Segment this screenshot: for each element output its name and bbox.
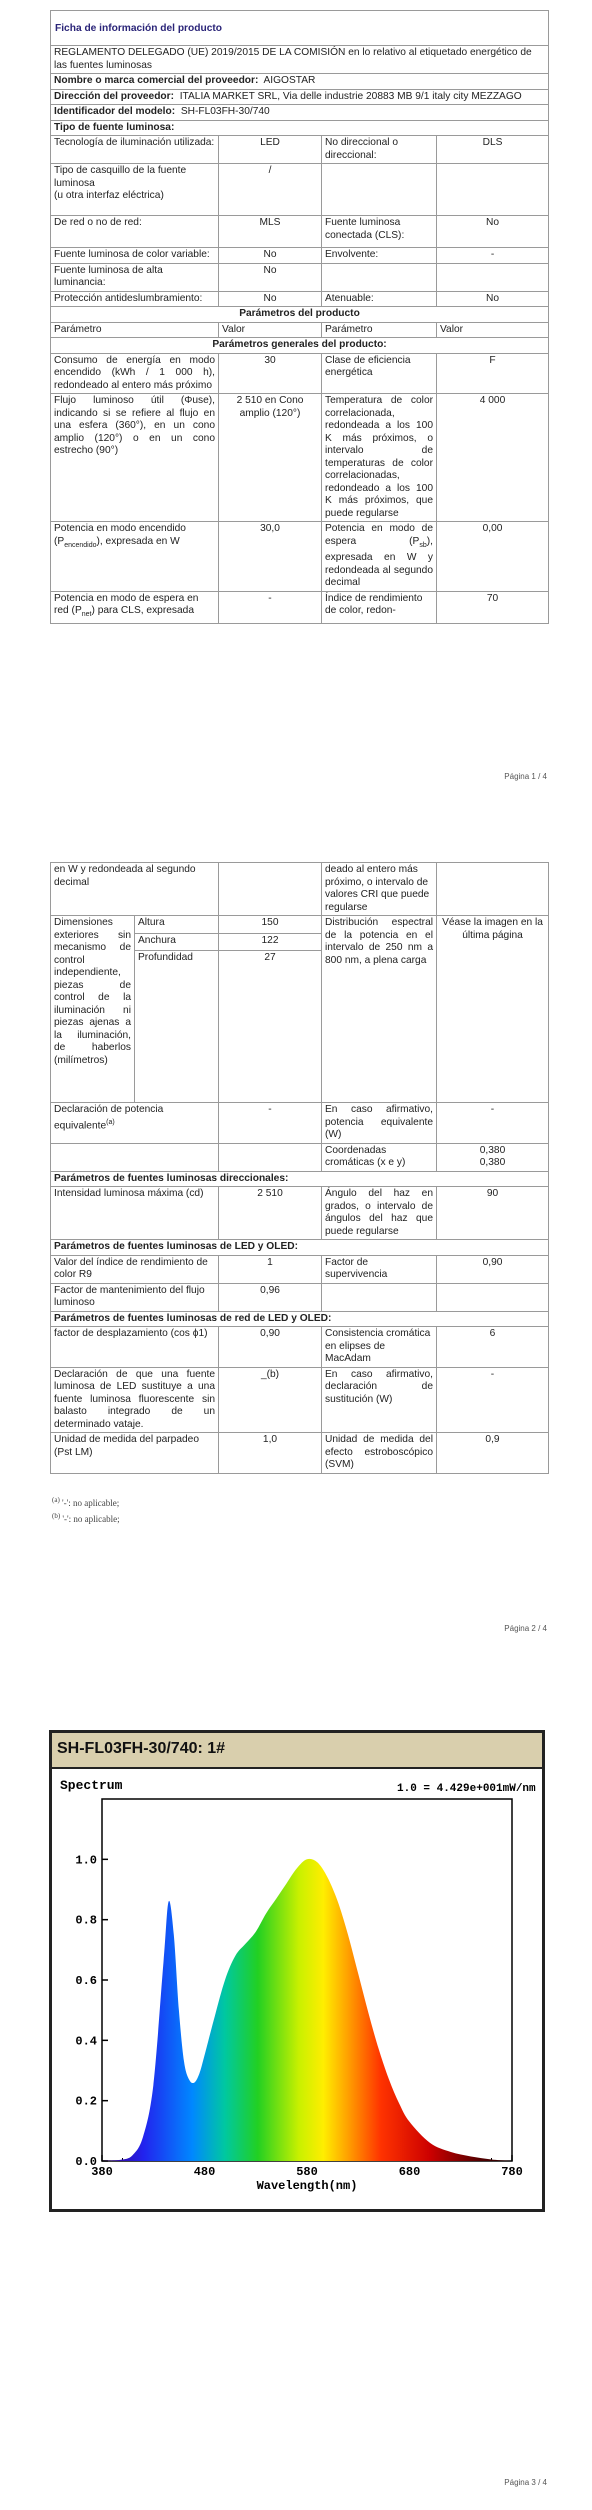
empty-cell: [437, 164, 549, 216]
param-label: De red o no de red:: [51, 216, 219, 248]
supplier-address-label: Dirección del proveedor:: [54, 90, 175, 102]
x-tick-label: 580: [296, 2165, 318, 2179]
param-value: -: [219, 591, 322, 623]
param-label: [51, 1103, 219, 1144]
source-type-header: Tipo de fuente luminosa:: [51, 120, 549, 136]
footnote-b-mark: (b): [52, 1512, 61, 1520]
empty-cell: [437, 863, 549, 916]
net-subscript: net: [81, 611, 92, 619]
param-label: No direccional o direccional:: [322, 136, 437, 164]
empty-cell: [219, 863, 322, 916]
empty-cell: [322, 263, 437, 291]
chromaticity-x: 0,380: [479, 1144, 506, 1156]
supplier-name-row: [51, 74, 549, 90]
y-tick-label: 0.6: [75, 1974, 97, 1988]
param-value: 90: [437, 1187, 549, 1240]
footnote-a-mark: (a): [52, 1496, 60, 1504]
spectrum-chart-frame: [49, 1730, 545, 2212]
standby-power-label-end: ), expresada en W y redondeada al segundo decimal: [325, 535, 433, 589]
param-value: Véase la imagen en la última página: [437, 916, 549, 1103]
param-label: Fuente luminosa de color variable:: [51, 248, 219, 264]
param-value: 70: [437, 591, 549, 623]
param-value: 1: [219, 1255, 322, 1283]
column-header: Parámetro: [322, 322, 437, 338]
cap-type-label: Tipo de casquillo de la fuente luminosa: [54, 165, 187, 189]
param-value: LED: [219, 136, 322, 164]
x-tick-label: 680: [398, 2165, 421, 2179]
param-label: En caso afirmativo, declaración de sustitución (W): [322, 1367, 437, 1433]
param-label: Ángulo del haz en grados, o intervalo de ángulos del haz que puede regularse: [322, 1187, 437, 1240]
column-header: Parámetro: [51, 322, 219, 338]
supplier-name-label: Nombre o marca comercial del proveedor:: [54, 75, 259, 86]
param-label: Envolvente:: [322, 248, 437, 264]
standby-subscript: sb: [419, 541, 427, 549]
page-number: Página 3 / 4: [504, 2478, 547, 2487]
general-params-header: Parámetros generales del producto:: [51, 338, 549, 354]
param-value: No: [437, 291, 549, 307]
param-value: /: [219, 164, 322, 216]
page-title: Ficha de información del producto: [51, 11, 549, 46]
param-value: -: [437, 1367, 549, 1433]
param-label: Factor de mantenimiento del flujo luminoso: [51, 1283, 219, 1311]
power-on-label: Potencia en modo encendido (P: [54, 523, 186, 547]
model-id: SH-FL03FH-30/740: [180, 106, 270, 117]
param-label: [51, 591, 219, 623]
param-value: MLS: [219, 216, 322, 248]
param-value: No: [219, 248, 322, 264]
supplier-name: AIGOSTAR: [263, 75, 316, 86]
page-2: [0, 850, 592, 1670]
param-value: -: [437, 248, 549, 264]
param-value: No: [437, 216, 549, 248]
dimension-value: 150: [219, 916, 322, 934]
product-info-table-page-1: [50, 10, 549, 624]
param-label: Flujo luminoso útil (Φuse), indicando si se refiere al flujo en una esfera (360°), en un cono amplio (120°) o en un cono estrecho (90°): [51, 394, 219, 522]
model-row: [51, 105, 549, 121]
param-value: 4 000: [437, 394, 549, 522]
y-tick-label: 0.4: [75, 2034, 97, 2049]
param-value: 0,00: [437, 522, 549, 592]
param-label: Tecnología de iluminación utilizada:: [51, 136, 219, 164]
param-label: Temperatura de color correlacionada, redondeada a los 100 K más próximos, o intervalo de temperaturas de color correlacionadas, redondeado a los 100 K más próximos, que puede regularse: [322, 394, 437, 522]
product-params-header: Parámetros del producto: [51, 307, 549, 323]
param-label: Protección antideslumbramiento:: [51, 291, 219, 307]
param-value: [437, 1143, 549, 1171]
cap-type-sub: (u otra interfaz eléctrica): [54, 190, 164, 201]
equivalent-power-label: Declaración de potencia equivalente: [54, 1104, 164, 1131]
param-label: Consumo de energía en modo encendido (kWh / 1 000 h), redondeado al entero más próximo: [51, 353, 219, 394]
param-label: Atenuable:: [322, 291, 437, 307]
param-label: factor de desplazamiento (cos ϕ1): [51, 1327, 219, 1368]
param-label: Intensidad luminosa máxima (cd): [51, 1187, 219, 1240]
supplier-address-row: [51, 89, 549, 105]
empty-cell: [437, 263, 549, 291]
supplier-address: ITALIA MARKET SRL, Via delle industrie 20883 MB 9/1 italy city MEZZAGO: [179, 90, 522, 102]
param-label: Declaración de que una fuente luminosa de LED sustituye a una fuente luminosa fluorescente sin balasto integrado de un determinado vataje.: [51, 1367, 219, 1433]
param-label: En caso afirmativo, potencia equivalente (W): [322, 1103, 437, 1144]
product-info-table-page-2: [50, 862, 549, 1474]
column-header: Valor: [219, 322, 322, 338]
x-tick-label: 380: [91, 2165, 113, 2179]
param-label: en W y redondeada al segundo decimal: [51, 863, 219, 916]
dimension-label: Anchura: [135, 933, 219, 951]
chromaticity-y: 0,380: [479, 1157, 506, 1168]
page-1: [0, 0, 592, 800]
y-tick-label: 1.0: [75, 1853, 97, 1868]
param-value: 1,0: [219, 1433, 322, 1474]
param-value: _(b): [219, 1367, 322, 1433]
net-standby-label: Potencia en modo de espera en red (P: [54, 592, 199, 617]
regulation-text: REGLAMENTO DELEGADO (UE) 2019/2015 DE LA COMISIÓN en lo relativo al etiquetado energético de las fuentes luminosas: [51, 46, 549, 74]
param-label: Clase de eficiencia energética: [322, 353, 437, 394]
param-label: Factor de supervivencia: [322, 1255, 437, 1283]
param-value: 30,0: [219, 522, 322, 592]
param-value: 2 510 en Cono amplio (120°): [219, 394, 322, 522]
param-label: Valor del índice de rendimiento de color R9: [51, 1255, 219, 1283]
param-value: F: [437, 353, 549, 394]
mains-led-params-header: Parámetros de fuentes luminosas de red de LED y OLED:: [51, 1311, 549, 1327]
footnote-ref-a: (a): [106, 1118, 115, 1126]
param-value: 30: [219, 353, 322, 394]
param-value: 0,90: [437, 1255, 549, 1283]
y-tick-label: 0.0: [75, 2155, 97, 2169]
param-label: Distribución espectral de la potencia en el intervalo de 250 nm a 800 nm, a plena carga: [322, 916, 437, 1103]
param-label: Fuente luminosa conectada (CLS):: [322, 216, 437, 248]
chart-title: SH-FL03FH-30/740: 1#: [57, 1740, 226, 1757]
x-tick-label: 780: [501, 2165, 523, 2179]
footnote-b-text: '-': no aplicable;: [62, 1514, 120, 1524]
footnote-b: [52, 1512, 120, 1524]
model-label: Identificador del modelo:: [54, 106, 176, 117]
param-value: -: [437, 1103, 549, 1144]
param-value: 0,96: [219, 1283, 322, 1311]
y-axis-label: Spectrum: [60, 1778, 123, 1793]
param-value: 0,9: [437, 1433, 549, 1474]
spectrum-chart: [52, 1769, 542, 2211]
dimension-label: Altura: [135, 916, 219, 934]
page-number: Página 2 / 4: [504, 1624, 547, 1633]
directional-params-header: Parámetros de fuentes luminosas direccionales:: [51, 1171, 549, 1187]
param-value: No: [219, 291, 322, 307]
y-tick-label: 0.2: [75, 2094, 97, 2109]
x-axis-label: Wavelength(nm): [256, 2179, 358, 2193]
param-label: Unidad de medida del efecto estroboscópico (SVM): [322, 1433, 437, 1474]
param-label: Coordenadas cromáticas (x e y): [322, 1143, 437, 1171]
led-params-header: Parámetros de fuentes luminosas de LED y OLED:: [51, 1240, 549, 1256]
page-number: Página 1 / 4: [504, 772, 547, 781]
param-value: -: [219, 1103, 322, 1144]
empty-cell: [437, 1283, 549, 1311]
footnote-a: [52, 1496, 119, 1508]
param-label: [51, 164, 219, 216]
param-label: deado al entero más próximo, o intervalo de valores CRI que puede regularse: [322, 863, 437, 916]
param-label: Consistencia cromática en elipses de MacAdam: [322, 1327, 437, 1368]
dimension-label: Profundidad: [135, 951, 219, 1103]
empty-cell: [51, 1143, 219, 1171]
power-on-label-end: ), expresada en W: [96, 535, 180, 547]
y-tick-label: 0.8: [75, 1913, 97, 1928]
x-tick-label: 480: [193, 2165, 216, 2179]
footnote-a-text: '-': no aplicable;: [62, 1498, 120, 1508]
dimension-value: 122: [219, 933, 322, 951]
param-label: Unidad de medida del parpadeo (Pst LM): [51, 1433, 219, 1474]
empty-cell: [322, 1283, 437, 1311]
spectrum-chart-header: [52, 1733, 542, 1769]
param-value: 0,90: [219, 1327, 322, 1368]
param-value: DLS: [437, 136, 549, 164]
scale-note: 1.0 = 4.429e+001mW/nm: [397, 1783, 536, 1795]
param-value: 2 510: [219, 1187, 322, 1240]
empty-cell: [219, 1143, 322, 1171]
column-header: Valor: [437, 322, 549, 338]
param-value: No: [219, 263, 322, 291]
param-value: 6: [437, 1327, 549, 1368]
param-label: Fuente luminosa de alta luminancia:: [51, 263, 219, 291]
net-standby-label-end: ) para CLS, expresada: [91, 605, 194, 617]
standby-power-label: Potencia en modo de espera (P: [325, 523, 433, 547]
param-label: Dimensiones exteriores sin mecanismo de control independiente, piezas de control de la iluminación ni piezas ajenas a la iluminación, de haberlos (milímetros): [51, 916, 135, 1103]
empty-cell: [322, 164, 437, 216]
param-label: [51, 522, 219, 592]
power-on-subscript: encendido: [64, 541, 97, 549]
param-label: Índice de rendimiento de color, redon-: [322, 591, 437, 623]
dimension-value: 27: [219, 951, 322, 1103]
param-label: [322, 522, 437, 592]
